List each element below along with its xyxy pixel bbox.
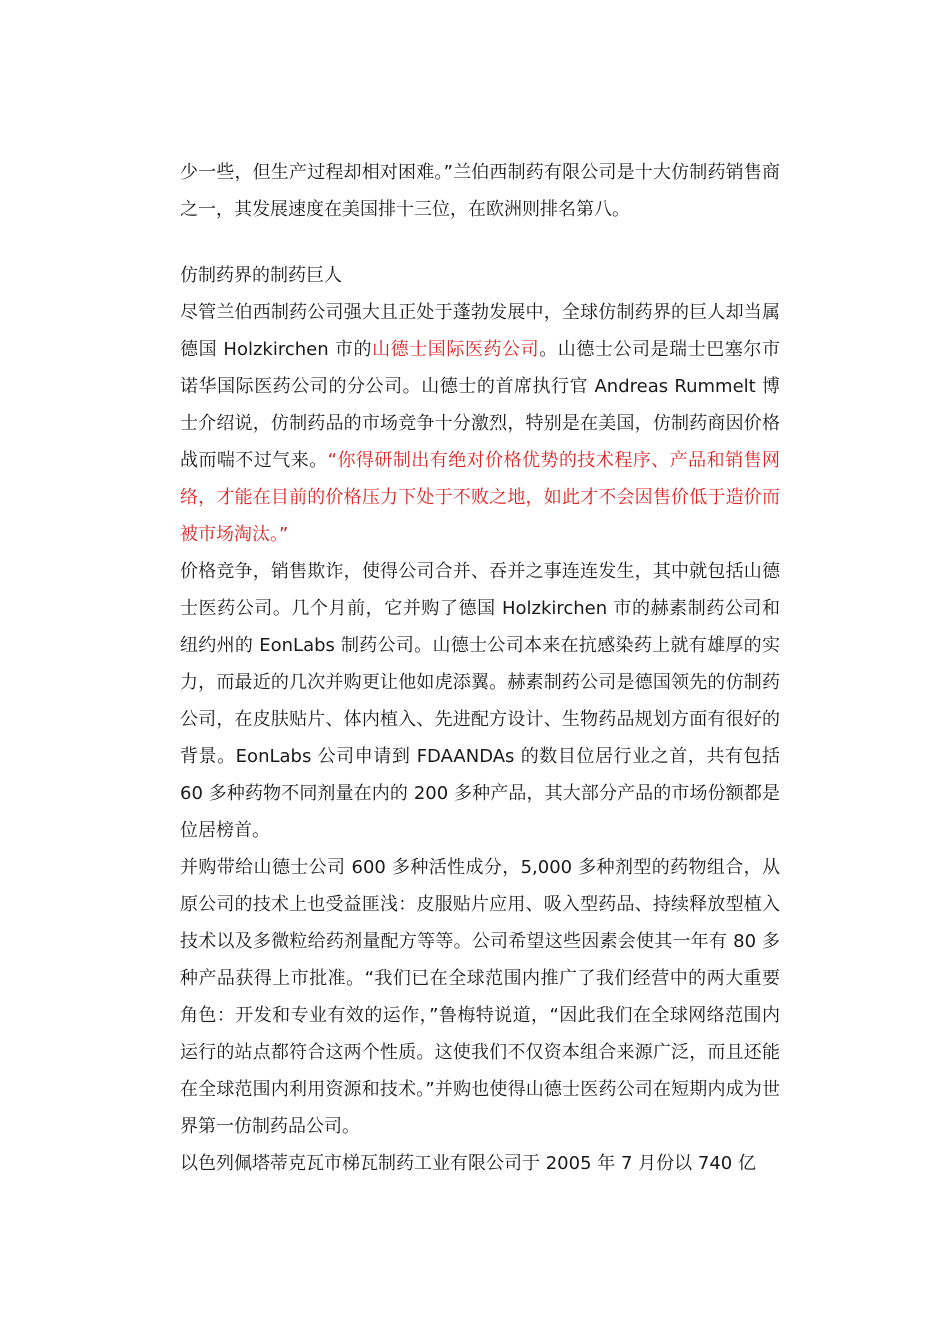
paragraph (180, 1145, 780, 1182)
text-segment: 少一些，但生产过程却相对困难。”兰伯西制药有限公司是十大仿制药销售商之一，其发展速度在美国排十三位，在欧洲则排名第八。 (180, 162, 780, 220)
paragraph (180, 154, 780, 228)
paragraph (180, 553, 780, 849)
highlighted-company-name: 山德士国际医药公司 (372, 339, 540, 360)
text-segment: 并购带给山德士公司 600 多种活性成分，5,000 多种剂型的药物组合，从原公司的技术上也受益匪浅：皮服贴片应用、吸入型药品、持续释放型植入技术以及多微粒给药剂量配方等等。公司希望这些因素会使其一年有 80 多种产品获得上市批准。“我们已在全球范围内推广了我们经营中的两大重要角色：开发和专业有效的运作，”鲁梅特说道，“因此我们在全球网络范围内运行的站点都符合这两个性质。这使我们不仅资本组合来源广泛，而且还能在全球范围内利用资源和技术。”并购也使得山德士医药公司在短期内成为世界第一仿制药品公司。 (180, 857, 780, 1137)
paragraph (180, 849, 780, 1145)
section-heading (180, 257, 780, 294)
document-body (180, 154, 780, 1182)
text-segment: 价格竞争，销售欺诈，使得公司合并、吞并之事连连发生，其中就包括山德士医药公司。几个月前，它并购了德国 Holzkirchen 市的赫素制药公司和纽约州的 EonLabs 制药公司。山德士公司本来在抗感染药上就有雄厚的实力，而最近的几次并购更让他如虎添翼。赫素制药公司是德国领先的仿制药公司，在皮肤贴片、体内植入、先进配方设计、生物药品规划方面有很好的背景。EonLabs 公司申请到 FDAANDAs 的数目位居行业之首，共有包括 60 多种药物不同剂量在内的 200 多种产品，其大部分产品的市场份额都是位居榜首。 (180, 561, 780, 841)
text-segment: 以色列佩塔蒂克瓦市梯瓦制药工业有限公司于 2005 年 7 月份以 740 亿 (180, 1153, 756, 1174)
text-segment: 尽管兰伯西制药公司强大且正处于蓬勃发展中，全球仿制药界的巨人却当属德国 Holzkirchen 市的 (180, 302, 780, 360)
text-segment: 。山德士公司是瑞士巴塞尔市诺华国际医药公司的分公司。山德士的首席执行官 Andreas Rummelt 博士介绍说，仿制药品的市场竞争十分激烈，特别是在美国，仿制药商因价格战而喘不过气来。 (180, 339, 780, 471)
highlighted-quote: “你得研制出有绝对价格优势的技术程序、产品和销售网络，才能在目前的价格压力下处于不败之地，如此才不会因售价低于造价而被市场淘汰。” (180, 450, 780, 545)
paragraph (180, 294, 780, 553)
text-segment: 仿制药界的制药巨人 (180, 265, 342, 286)
paragraph-spacer (180, 228, 780, 257)
